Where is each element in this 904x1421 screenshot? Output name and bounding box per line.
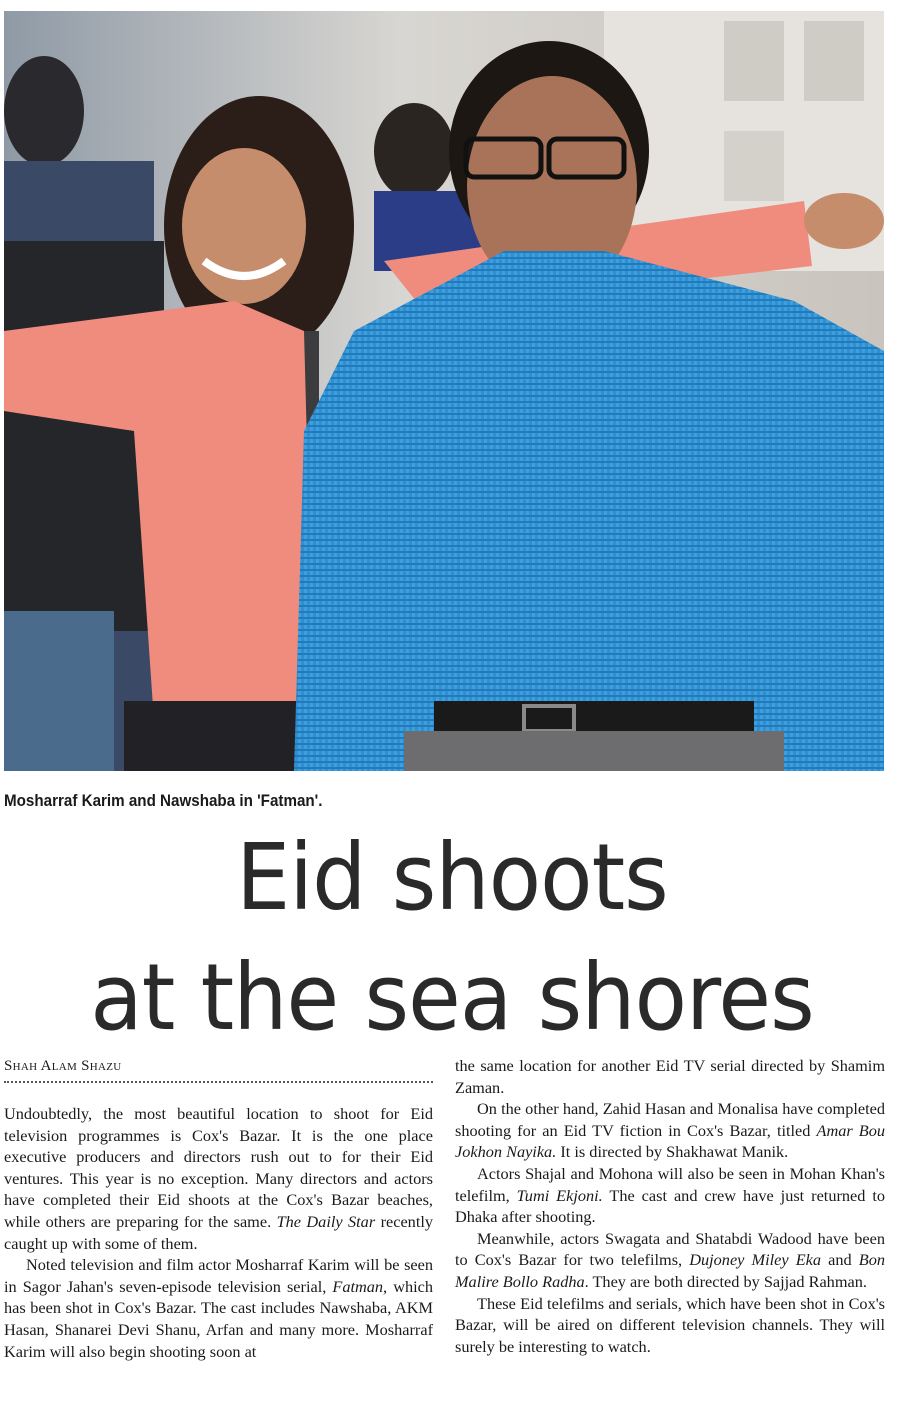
p5-mid: and xyxy=(821,1250,859,1270)
p5-italic-2: Bon Malire Bollo Radha xyxy=(455,1250,886,1291)
paragraph-1 xyxy=(4,1103,433,1254)
article-photo xyxy=(4,11,884,771)
p5-text-a: Meanwhile, actors Swagata and Shatabdi Wadood have been to Cox's Bazar for two telefilms, xyxy=(455,1228,885,1270)
byline: Shah Alam Shazu xyxy=(4,1058,122,1074)
headline-line-2: at the sea shores xyxy=(90,944,814,1051)
p2-text-a: Noted television and film actor Mosharraf Karim will be seen in Sagor Jahan's seven-episode television serial, xyxy=(4,1255,433,1296)
photo-caption: Mosharraf Karim and Nawshaba in 'Fatman'. xyxy=(4,792,323,810)
paragraph-2-continued: the same location for another Eid TV serial directed by Shamim Zaman. xyxy=(455,1056,885,1097)
p2-italic: Fatman xyxy=(332,1276,384,1296)
paragraph-6: These Eid telefilms and serials, which have been shot in Cox's Bazar, will be aired on different television channels. They will surely be interesting to watch. xyxy=(455,1293,885,1356)
p1-end: recently caught up with some of them. xyxy=(4,1211,434,1253)
headline xyxy=(32,818,873,1058)
byline-divider xyxy=(4,1081,433,1083)
paragraph-3 xyxy=(455,1098,885,1163)
photo-illustration xyxy=(4,11,884,771)
paragraph-5 xyxy=(455,1228,885,1293)
p1-text: Undoubtedly, the most beautiful location to shoot for Eid television programmes is Cox's Bazar. It is the one place executive producers and directors rush out to for their Eid ventures. This year is no exception. Many directors and actors have completed their Eid shoots at the Cox's Bazar beaches, while others are preparing for the same. xyxy=(4,1104,433,1231)
paragraph-4 xyxy=(455,1163,885,1228)
p4-text-a: Actors Shajal and Mohona will also be seen in Mohan Khan's telefilm, xyxy=(455,1163,885,1205)
p3-text-a: On the other hand, Zahid Hasan and Monalisa have completed shooting for an Eid TV fiction in Cox's Bazar, titled xyxy=(455,1099,885,1140)
p4-text-b: The cast and crew have just returned to Dhaka after shooting. xyxy=(455,1185,885,1227)
headline-line-1: Eid shoots xyxy=(236,824,668,931)
p5-text-b: . They are both directed by Sajjad Rahman. xyxy=(584,1271,867,1291)
p3-italic: Amar Bou Jokhon Nayika. xyxy=(455,1120,885,1162)
p5-italic-1: Dujoney Miley Eka xyxy=(689,1250,822,1270)
paragraph-2 xyxy=(4,1254,433,1362)
article-column-1 xyxy=(4,1103,433,1362)
p2-text-b: , which has been shot in Cox's Bazar. The cast includes Nawshaba, AKM Hasan, Shanarei Devi Shanu, Arfan and many more. Mosharraf Karim will also begin shooting soon at xyxy=(4,1276,433,1361)
p4-italic: Tumi Ekjoni. xyxy=(516,1185,603,1205)
p3-text-b: It is directed by Shakhawat Manik. xyxy=(556,1142,789,1162)
article-column-2 xyxy=(455,1055,885,1357)
p1-italic: The Daily Star xyxy=(276,1211,376,1231)
